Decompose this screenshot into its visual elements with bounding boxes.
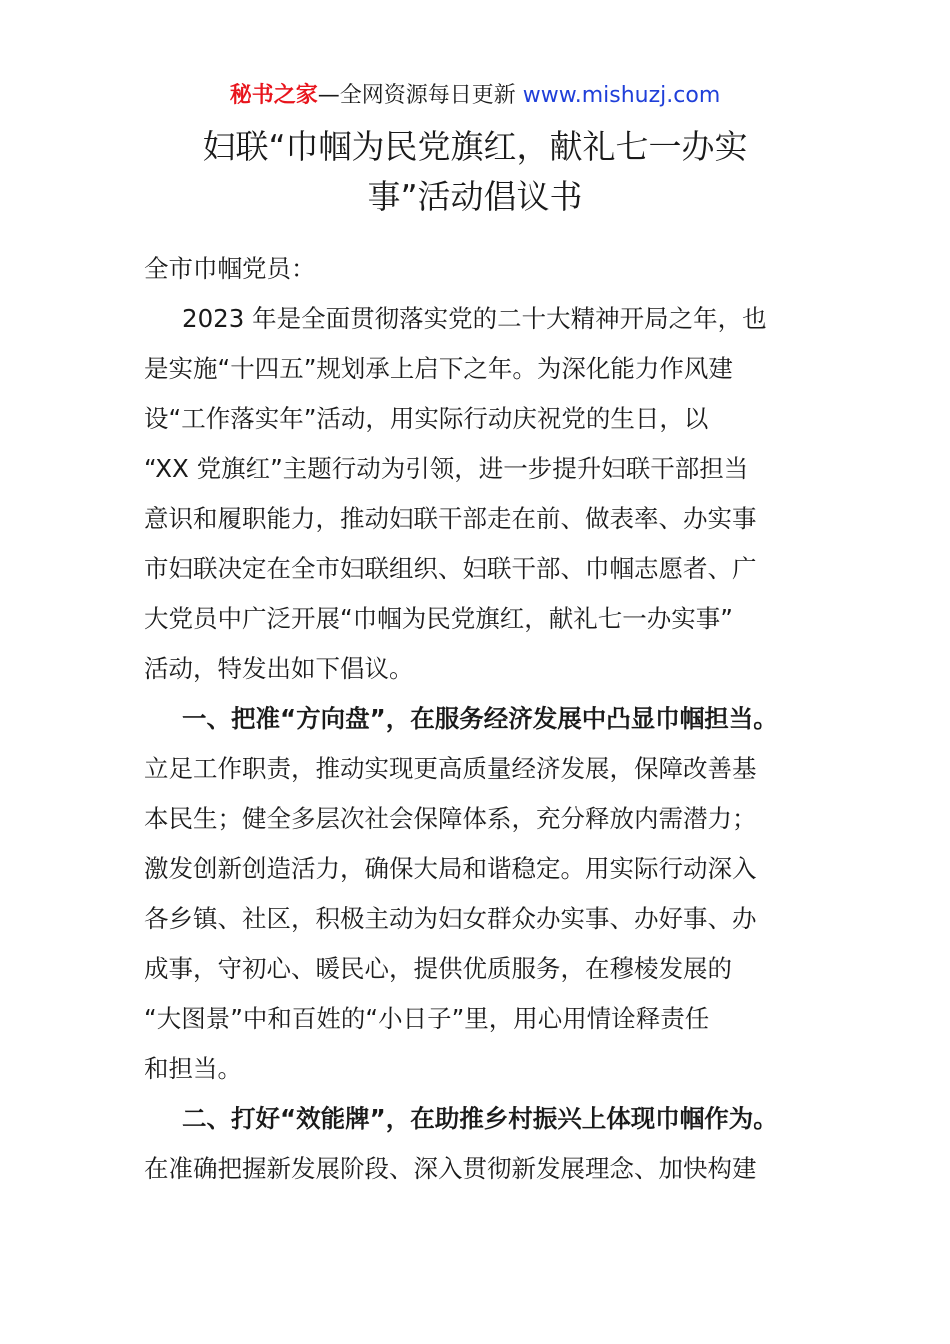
paragraph-line: 2023 年是全面贯彻落实党的二十大精神开局之年，也: [182, 304, 767, 333]
paragraph-line: 各乡镇、社区，积极主动为妇女群众办实事、办好事、办: [144, 904, 757, 933]
paragraph-line: “大图景”中和百姓的“小日子”里，用心用情诠释责任: [144, 1004, 710, 1033]
paragraph-line: 大党员中广泛开展“巾帼为民党旗红，献礼七一办实事”: [144, 604, 733, 633]
title-line-1: 妇联“巾帼为民党旗红，献礼七一办实: [202, 127, 748, 166]
paragraph-line: 设“工作落实年”活动，用实际行动庆祝党的生日，以: [144, 404, 709, 433]
brand-name: 秘书之家: [229, 83, 318, 108]
paragraph-line: 活动，特发出如下倡议。: [144, 654, 414, 683]
paragraph-line: 立足工作职责，推动实现更高质量经济发展，保障改善基: [144, 754, 757, 783]
banner-tagline: —全网资源每日更新: [317, 83, 523, 108]
salutation: 全市巾帼党员：: [144, 254, 316, 283]
document-body: [144, 244, 824, 1194]
document-title: [0, 122, 950, 222]
title-line-2: 事”活动倡议书: [367, 177, 583, 216]
paragraph-line: 成事，守初心、暖民心，提供优质服务，在穆棱发展的: [144, 954, 732, 983]
paragraph-line: 意识和履职能力，推动妇联干部走在前、做表率、办实事: [144, 504, 757, 533]
paragraph-line: 市妇联决定在全市妇联组织、妇联干部、巾帼志愿者、广: [144, 554, 757, 583]
paragraph-line: 本民生；健全多层次社会保障体系，充分释放内需潜力；: [144, 804, 757, 833]
paragraph-line: “XX 党旗红”主题行动为引领，进一步提升妇联干部担当: [144, 454, 749, 483]
site-url-link[interactable]: www.mishuzj.com: [522, 83, 721, 108]
paragraph-line: 是实施“十四五”规划承上启下之年。为深化能力作风建: [144, 354, 733, 383]
site-banner: [0, 80, 950, 112]
paragraph-line: 激发创新创造活力，确保大局和谐稳定。用实际行动深入: [144, 854, 757, 883]
paragraph-line: 在准确把握新发展阶段、深入贯彻新发展理念、加快构建: [144, 1154, 757, 1183]
paragraph-line: 和担当。: [144, 1054, 242, 1083]
section-heading-2: 二、打好“效能牌”，在助推乡村振兴上体现巾帼作为。: [182, 1104, 778, 1133]
section-heading-1: 一、把准“方向盘”，在服务经济发展中凸显巾帼担当。: [182, 704, 778, 733]
